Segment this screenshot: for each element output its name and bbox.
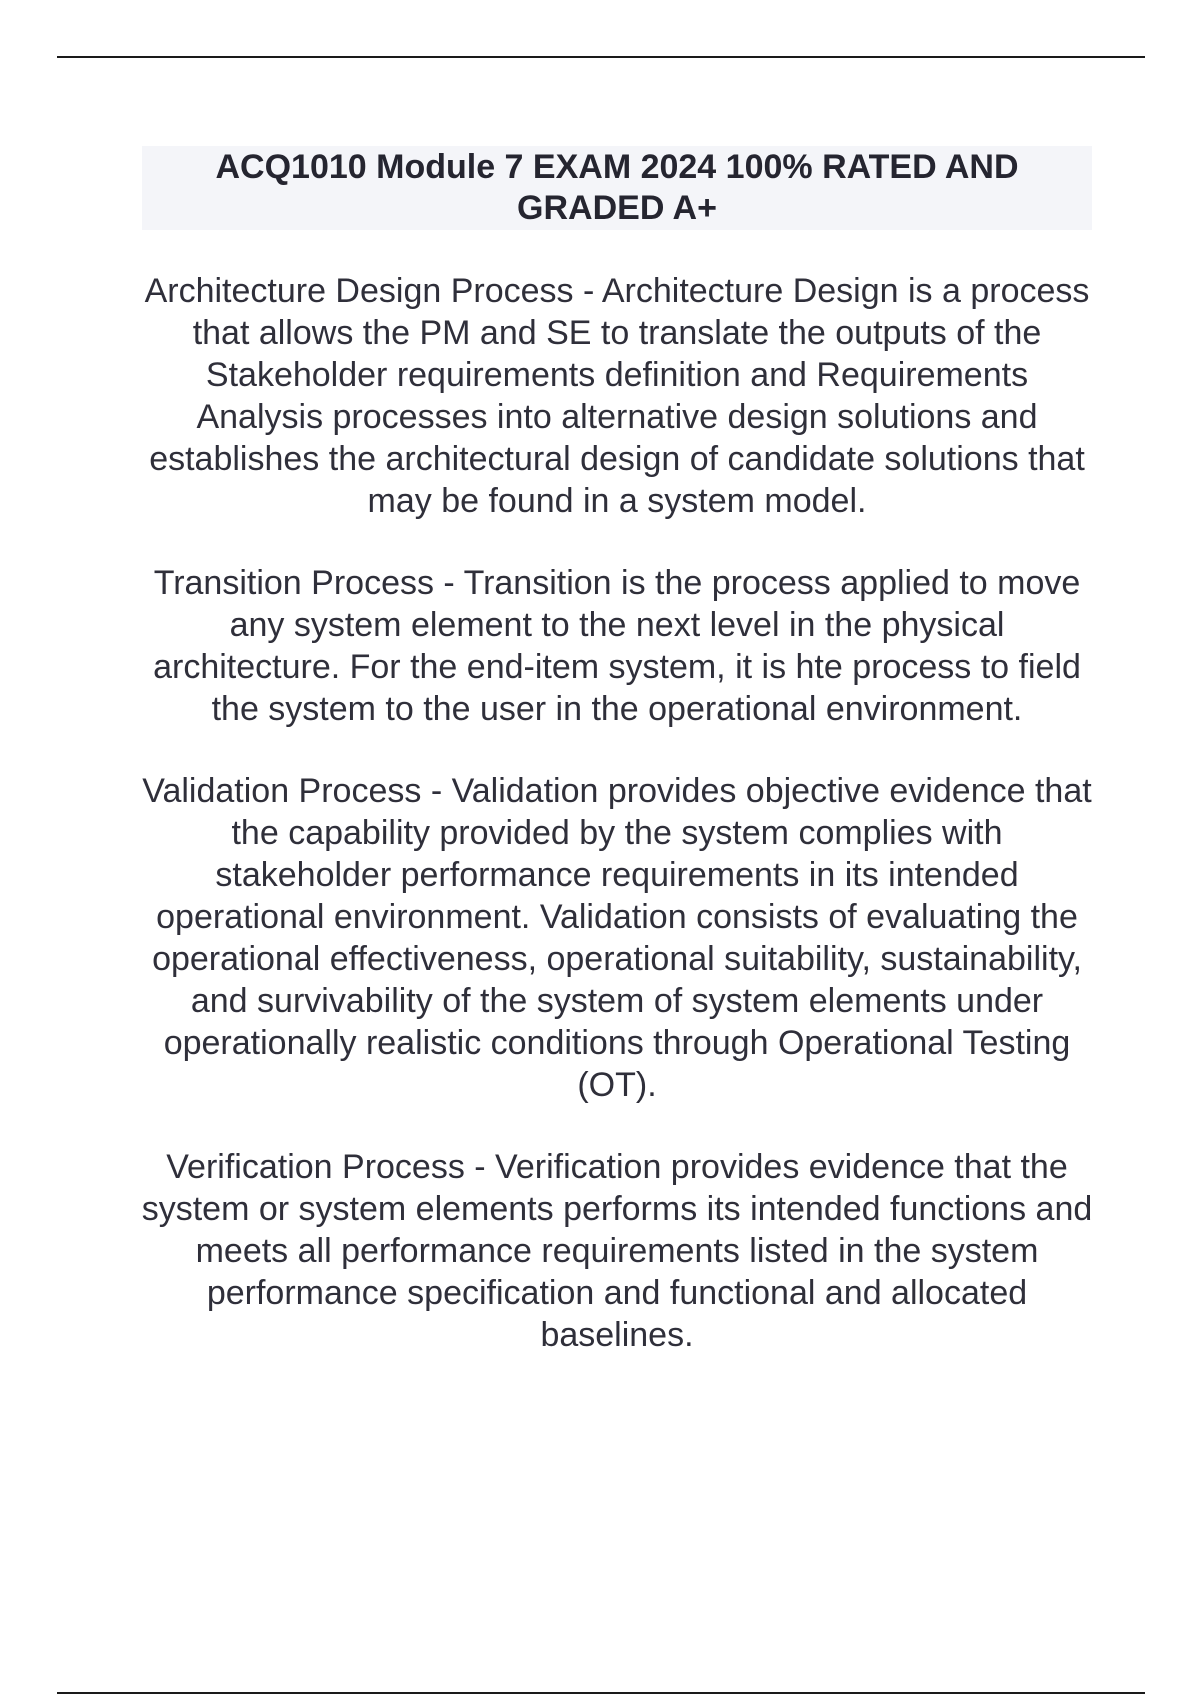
document-body bbox=[140, 270, 1094, 1396]
paragraph-transition: Transition Process - Transition is the process applied to move any system element to the next level in the physical architecture. For the end-item system, it is hte process to field the system to the user in the operational environment. bbox=[153, 564, 1081, 728]
paragraph-verification: Verification Process - Verification provides evidence that the system or system elements performs its intended functions and meets all performance requirements listed in the system performance specification and functional and allocated baselines. bbox=[141, 1148, 1093, 1354]
bottom-divider bbox=[57, 1692, 1145, 1694]
paragraph-architecture-design: Architecture Design Process - Architecture Design is a process that allows the PM and SE to translate the outputs of the Stakeholder requirements definition and Requirements Analysis processes into alternative design solutions and establishes the architectural design of candidate solutions that may be found in a system model. bbox=[144, 272, 1090, 520]
paragraph-validation: Validation Process - Validation provides objective evidence that the capability provided by the system complies with stakeholder performance requirements in its intended operational environment. Validation consists of evaluating the operational effectiveness, operational suitability, sustainability, and survivability of the system of system elements under operationally realistic conditions through Operational Testing (OT). bbox=[142, 772, 1092, 1104]
title-banner bbox=[142, 146, 1092, 230]
document-title: ACQ1010 Module 7 EXAM 2024 100% RATED AND GRADED A+ bbox=[215, 148, 1019, 227]
top-divider bbox=[57, 56, 1145, 58]
